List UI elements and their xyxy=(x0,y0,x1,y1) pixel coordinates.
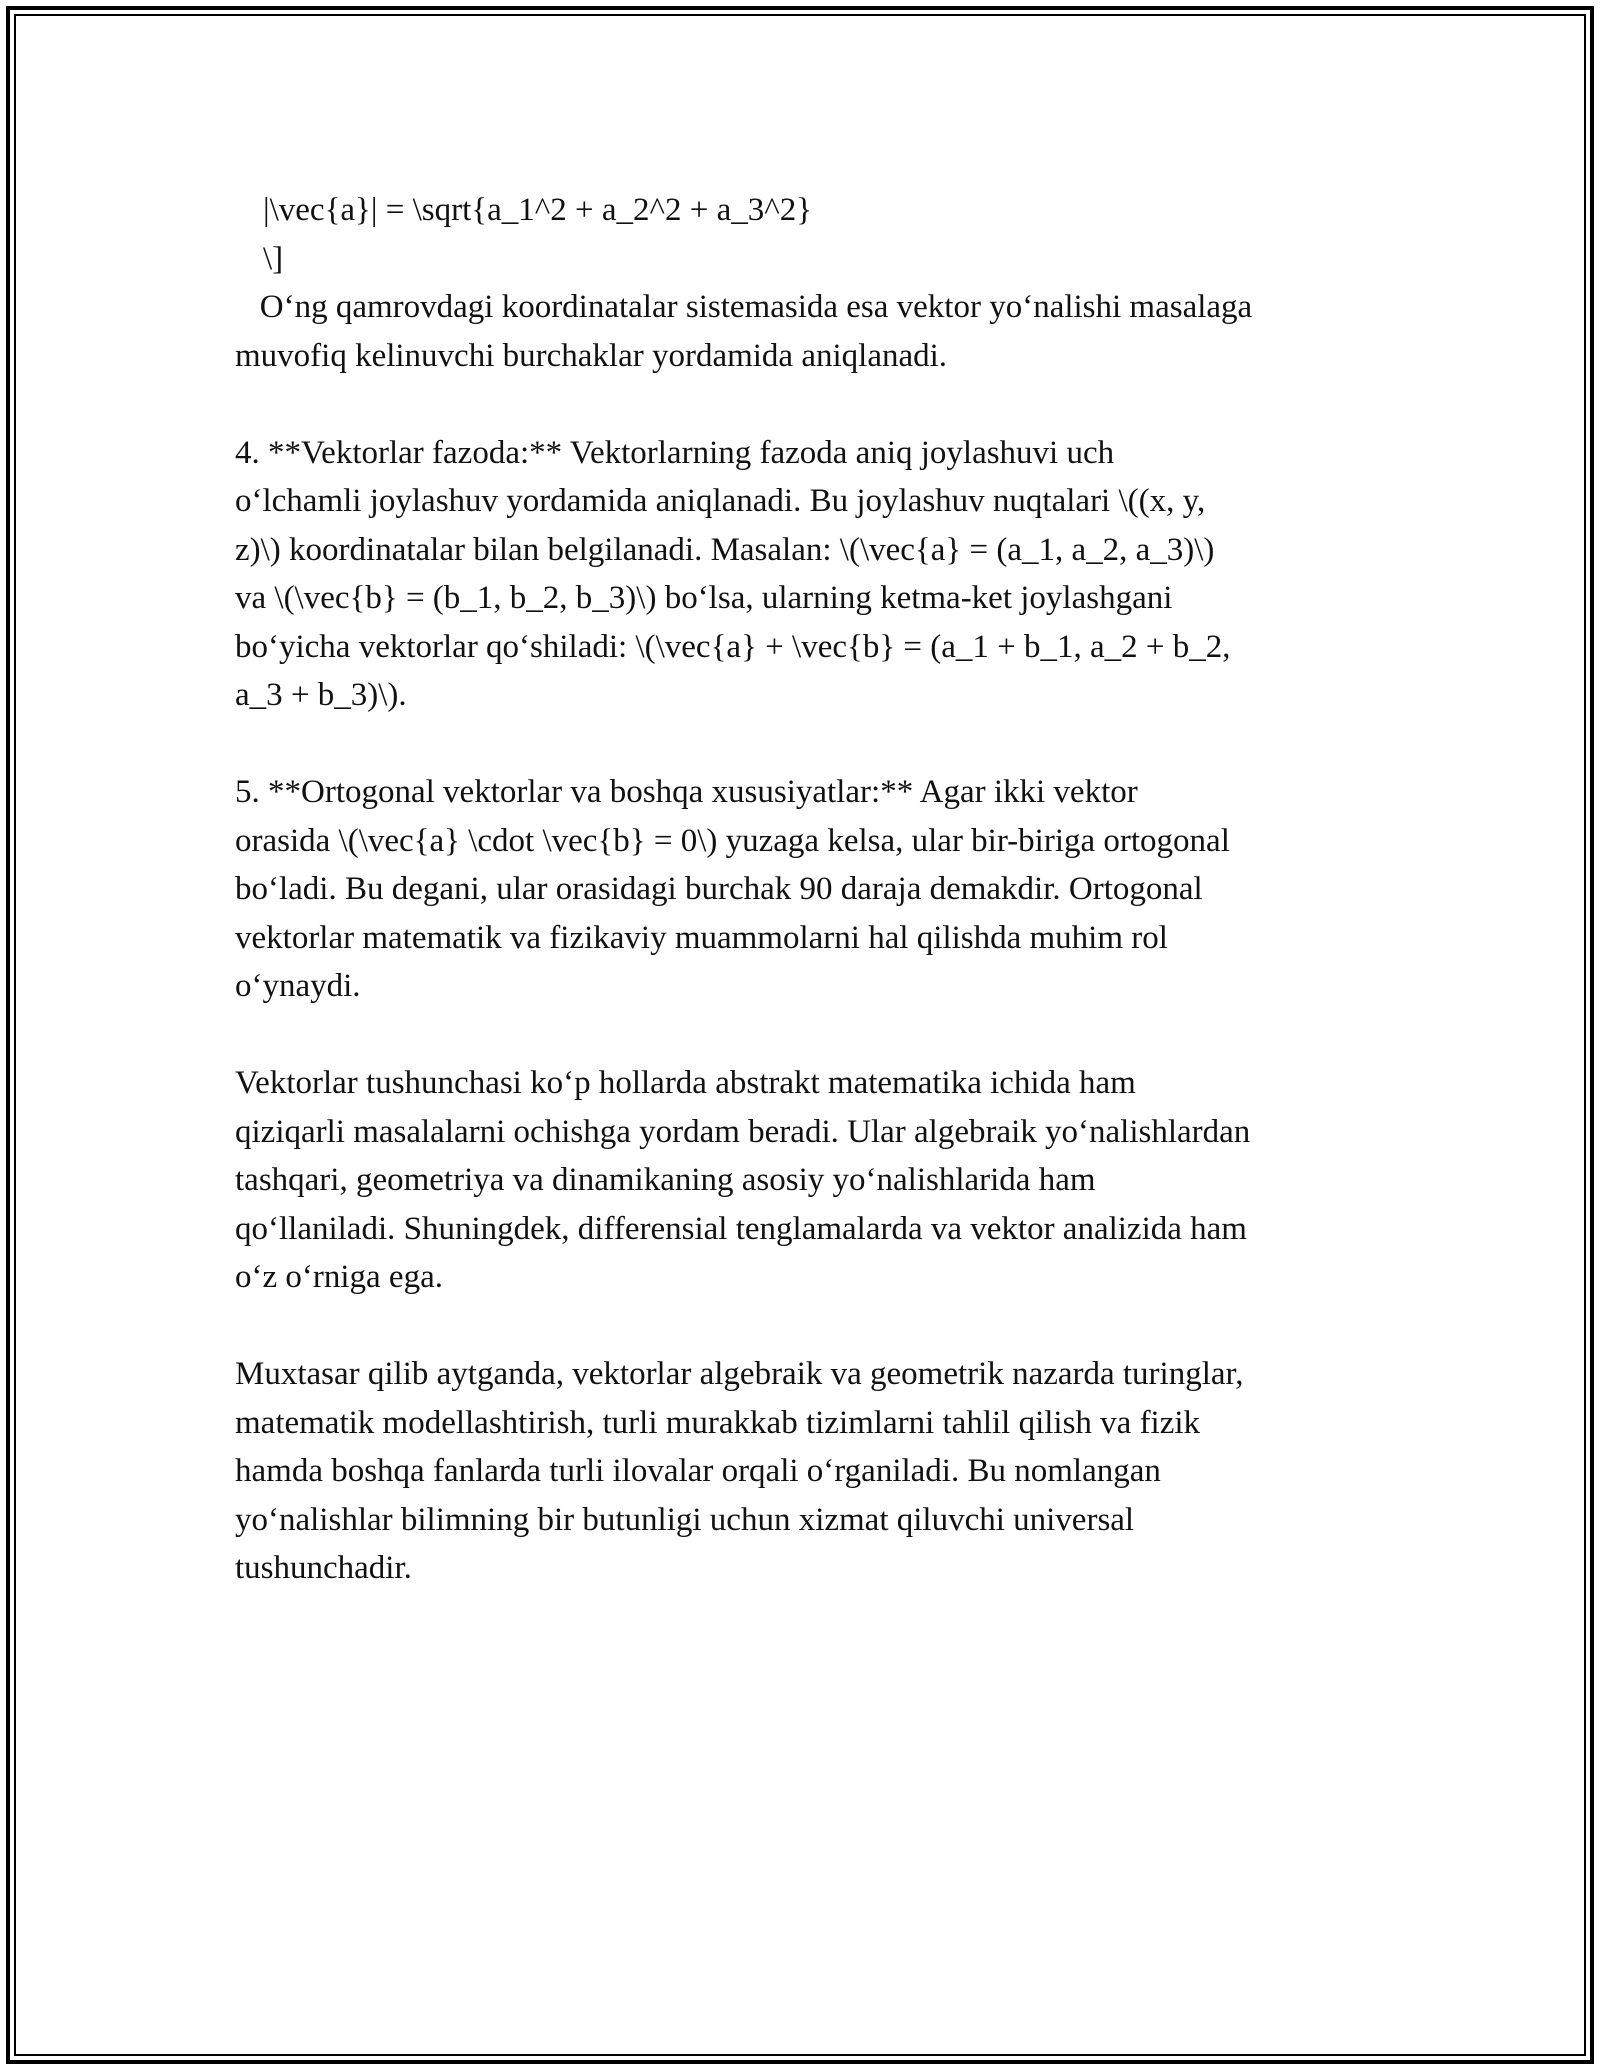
text-line: orasida \(\vec{a} \cdot \vec{b} = 0\) yuzaga kelsa, ular bir-biriga ortogonal xyxy=(235,822,1230,859)
text-line: 5. **Ortogonal vektorlar va boshqa xususiyatlar:** Agar ikki vektor xyxy=(235,774,1138,810)
text-line: 4. **Vektorlar fazoda:** Vektorlarning fazoda aniq joylashuvi uch xyxy=(235,434,1115,471)
list-item-4-vectors-in-space xyxy=(235,429,1370,720)
list-item-5-orthogonal-vectors xyxy=(235,768,1370,1011)
text-line: tashqari, geometriya va dinamikaning asosiy yo‘nalishlarida ham xyxy=(235,1162,1096,1198)
text-line: z)\) koordinatalar bilan belgilanadi. Masalan: \(\vec{a} = (a_1, a_2, a_3)\) xyxy=(235,531,1215,568)
text-line: hamda boshqa fanlarda turli ilovalar orqali o‘rganiladi. Bu nomlangan xyxy=(235,1453,1161,1489)
formula-closing-line: \] xyxy=(263,240,284,277)
text-line: qo‘llaniladi. Shuningdek, differensial tenglamalarda va vektor analizida ham xyxy=(235,1210,1247,1247)
text-line: tushunchadir. xyxy=(235,1550,412,1586)
text-line: bo‘ladi. Bu degani, ular orasidagi burchak 90 daraja demakdir. Ortogonal xyxy=(235,871,1203,907)
text-line: o‘z o‘rniga ega. xyxy=(235,1259,443,1295)
text-line: o‘ynaydi. xyxy=(235,968,361,1004)
text-line: qiziqarli masalalarni ochishga yordam beradi. Ular algebraik yo‘nalishlardan xyxy=(235,1113,1251,1150)
text-line: yo‘nalishlar bilimning bir butunligi uchun xizmat qiluvchi universal xyxy=(235,1501,1135,1538)
text-line: bo‘yicha vektorlar qo‘shiladi: \(\vec{a} + \vec{b} = (a_1 + b_1, a_2 + b_2, xyxy=(235,628,1231,665)
formula-block xyxy=(235,186,1370,283)
paragraph-orientation xyxy=(235,283,1370,380)
text-line: a_3 + b_3)\). xyxy=(235,677,407,713)
formula-line: |\vec{a}| = \sqrt{a_1^2 + a_2^2 + a_3^2} xyxy=(263,192,813,228)
paragraph-vector-concept xyxy=(235,1059,1370,1302)
text-line: muvofiq kelinuvchi burchaklar yordamida aniqlanadi. xyxy=(235,337,948,374)
text-line: vektorlar matematik va fizikaviy muammolarni hal qilishda muhim rol xyxy=(235,919,1168,956)
text-line: va \(\vec{b} = (b_1, b_2, b_3)\) bo‘lsa, ularning ketma-ket joylashgani xyxy=(235,580,1173,616)
text-line: Muxtasar qilib aytganda, vektorlar algebraik va geometrik nazarda turinglar, xyxy=(235,1356,1244,1392)
text-line: matematik modellashtirish, turli murakkab tizimlarni tahlil qilish va fizik xyxy=(235,1404,1201,1441)
text-line: o‘lchamli joylashuv yordamida aniqlanadi. Bu joylashuv nuqtalari \((x, y, xyxy=(235,483,1206,519)
document-body xyxy=(235,186,1370,1641)
text-line: O‘ng qamrovdagi koordinatalar sistemasida esa vektor yo‘nalishi masalaga xyxy=(235,289,1253,325)
text-line: Vektorlar tushunchasi ko‘p hollarda abstrakt matematika ichida ham xyxy=(235,1065,1136,1101)
paragraph-summary xyxy=(235,1350,1370,1593)
